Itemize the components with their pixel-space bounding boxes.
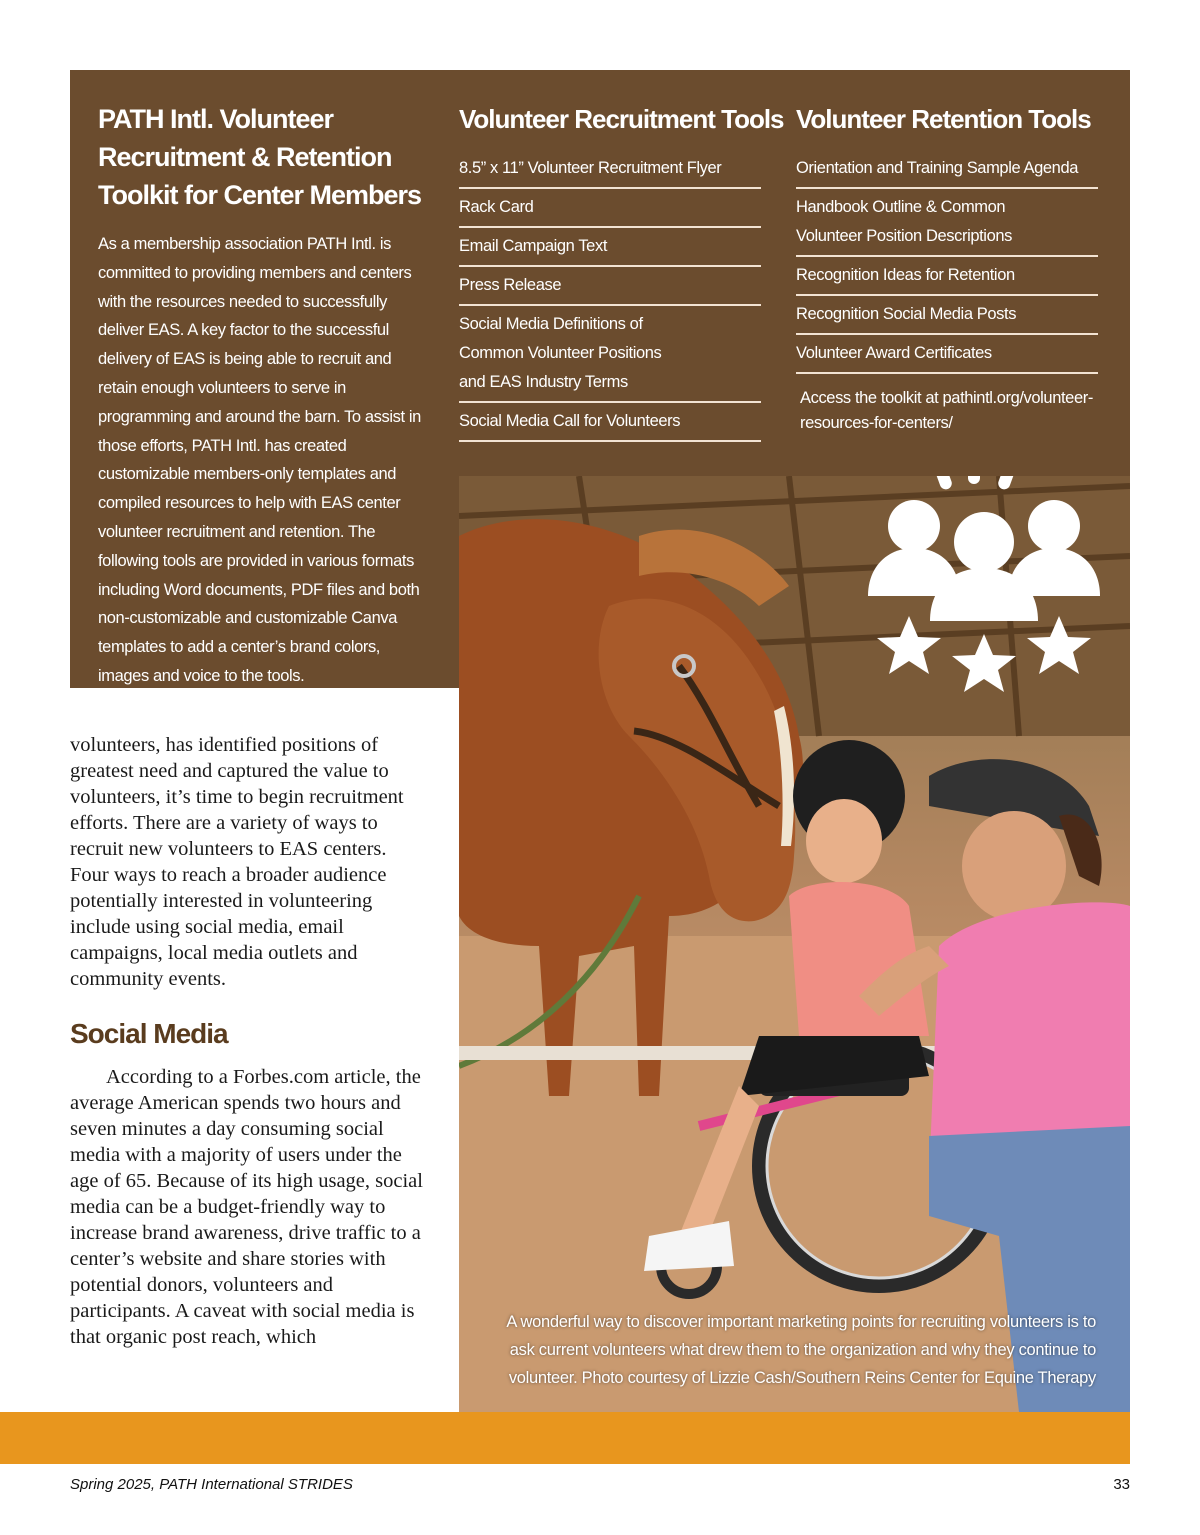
toolkit-access-link: Access the toolkit at pathintl.org/volunteer-resources-for-centers/: [800, 389, 1093, 432]
list-item: Social Media Call for Volunteers: [459, 401, 761, 442]
list-item: Social Media Definitions of Common Volunteer Positions and EAS Industry Terms: [459, 315, 662, 391]
recruitment-tools-title: Volunteer Recruitment Tools: [459, 104, 784, 134]
photo-caption: A wonderful way to discover important marketing points for recruiting volunteers is to ask current volunteers what drew them to the organization and why they continue to volunteer. Photo courtesy of Lizzie Cash/Southern Reins Center for Equine Therapy: [506, 1313, 1096, 1387]
list-item: Orientation and Training Sample Agenda: [796, 150, 1098, 189]
article-paragraph: volunteers, has identified positions of greatest need and captured the value to volunteers, it’s time to begin recruitment efforts. There are a variety of ways to recruit new volunteers to EAS centers. Four ways to reach a broader audience potentially interested in volunteering include using social media, email campaigns, local media outlets and community events.: [70, 734, 404, 990]
toolkit-description: As a membership association PATH Intl. is committed to providing members and centers with the resources needed to successfully deliver EAS. A key factor to the successful delivery of EAS is being able to recruit and retain enough volunteers to serve in programming and around the barn. To assist in those efforts, PATH Intl. has created customizable members-only templates and compiled resources to help with EAS center volunteer recruitment and retention. The following tools are provided in various formats including Word documents, PDF files and both non-customizable and customizable Canva templates to add a center’s brand colors, images and voice to the tools.: [98, 235, 421, 685]
list-item: Recognition Ideas for Retention: [796, 255, 1098, 296]
list-item: Handbook Outline & Common Volunteer Position Descriptions: [796, 198, 1012, 245]
stars-icon: [877, 616, 1091, 692]
list-item: Press Release: [459, 267, 761, 306]
retention-tools-list: [796, 150, 1098, 374]
recruitment-tools-list: [459, 150, 761, 442]
list-item: 8.5” x 11” Volunteer Recruitment Flyer: [459, 150, 761, 189]
list-item: Email Campaign Text: [459, 228, 761, 267]
section-heading-social-media: Social Media: [70, 1018, 228, 1049]
list-item: Volunteer Award Certificates: [796, 335, 1098, 374]
list-item: Recognition Social Media Posts: [796, 296, 1098, 335]
list-item: Rack Card: [459, 189, 761, 228]
footer-band: [0, 1412, 1130, 1464]
volunteers-group-icon: [864, 476, 1104, 706]
horse-wheelchair-photo: [459, 476, 1130, 1412]
publication-title: Spring 2025, PATH International STRIDES: [70, 1476, 353, 1493]
retention-tools-title: Volunteer Retention Tools: [796, 104, 1091, 134]
toolkit-title: PATH Intl. Volunteer Recruitment & Retention Toolkit for Center Members: [98, 104, 422, 210]
article-paragraph: According to a Forbes.com article, the average American spends two hours and seven minutes a day consuming social media with a majority of users under the age of 65. Because of its high usage, social media can be a budget-friendly way to increase brand awareness, drive traffic to a center’s website and share stories with potential donors, volunteers and participants. A caveat with social media is that organic post reach, which: [70, 1066, 423, 1348]
page-number: 33: [1113, 1476, 1130, 1493]
